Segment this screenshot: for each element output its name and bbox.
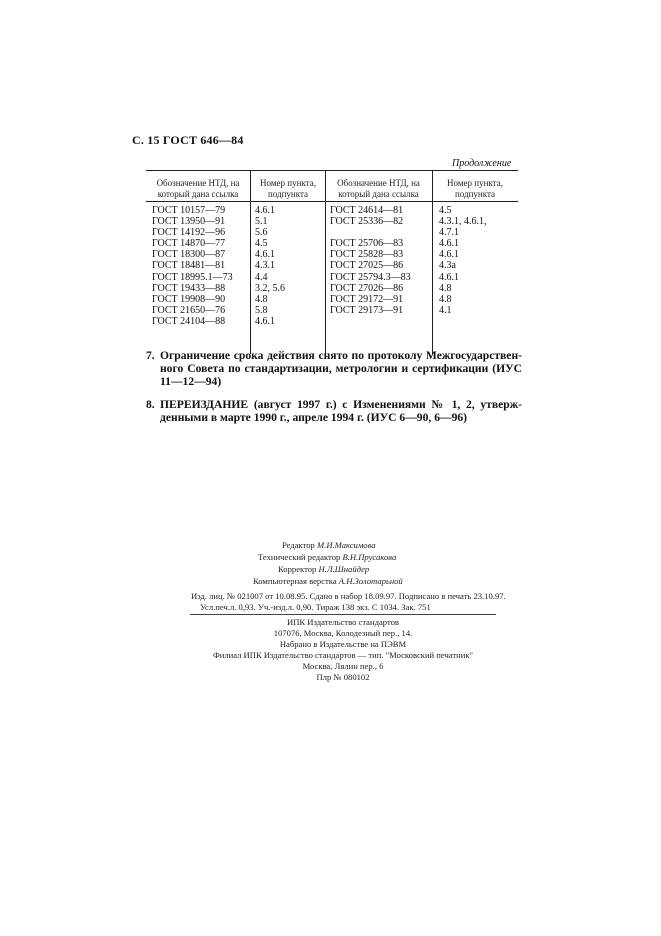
table-cell: ГОСТ 14870—77 [152, 238, 226, 250]
imprint-person: А.Н.Золотарьной [338, 576, 403, 586]
table-cell: ГОСТ 25706—83 [330, 238, 404, 250]
imprint-editor [282, 540, 376, 550]
imprint-label: Корректор [278, 564, 317, 574]
table-cell: 4.6.1 [439, 271, 459, 283]
imprint-label: Компьютерная верстка [253, 576, 337, 586]
imprint-plr: Плр № 080102 [316, 672, 370, 682]
reference-table [146, 170, 518, 354]
table-cell: 4.3а [439, 260, 456, 272]
table-cell: 4.6.1 [255, 315, 275, 327]
imprint-corrector [278, 564, 369, 574]
imprint-label: Технический редактор [258, 552, 341, 562]
col-header-line: который дана ссылка [338, 189, 419, 199]
col-header-line: Номер пункта, [260, 178, 316, 188]
col-item-left [255, 205, 285, 327]
table-cell: 4.6.1 [439, 249, 459, 261]
col-header-line: который дана ссылка [157, 189, 239, 199]
table-cell: ГОСТ 25828—83 [330, 249, 404, 261]
table-cell: 4.1 [439, 304, 452, 316]
col-header-line: Обозначение НТД, на [337, 178, 420, 188]
table-cell: ГОСТ 25794.3—83 [330, 271, 411, 283]
col-header-line: Обозначение НТД, на [156, 178, 240, 188]
table-cell: 4.6.1 [255, 249, 275, 261]
table-cell: ГОСТ 27026—86 [330, 282, 404, 294]
col-header-doc-left [146, 178, 250, 200]
table-cell: 4.7.1 [439, 227, 459, 239]
imprint-address: 107076, Москва, Колодезный пер., 14. [273, 628, 413, 638]
table-cell: ГОСТ 19433—88 [152, 282, 226, 294]
imprint-line2: Усл.печ.л. 0,93. Уч.-изд.л. 0,90. Тираж 138 экз. С 1034. Зак. 751 [200, 602, 431, 612]
imprint-layout [253, 576, 403, 586]
table-cell: 4.3.1 [255, 260, 275, 272]
imprint-line1: Изд. лиц. № 021007 от 10.08.95. Сдано в набор 18.09.97. Подписано в печать 23.10.97. [191, 591, 506, 601]
table-cell: 5.8 [255, 304, 268, 316]
imprint-person: В.Н.Прусакова [342, 552, 397, 562]
col-header-item-right [432, 178, 518, 200]
table-cell: 4.8 [439, 293, 452, 305]
page-header: С. 15 ГОСТ 646—84 [132, 133, 244, 147]
col-header-line: Номер пункта, [447, 178, 503, 188]
table-cell: ГОСТ 10157—79 [152, 205, 226, 216]
table-cell: ГОСТ 18300—87 [152, 249, 226, 261]
table-cell: ГОСТ 14192—96 [152, 227, 226, 239]
col-header-line: подпункта [267, 189, 309, 199]
note-7 [146, 349, 522, 388]
table-cell: 4.4 [255, 271, 268, 283]
table-cell: 3.2, 5.6 [255, 282, 285, 294]
table-cell: ГОСТ 24614—81 [330, 205, 404, 216]
imprint-branch: Филиал ИПК Издательство стандартов — тип. "Московский печатник" [212, 650, 474, 660]
table-cell [330, 227, 411, 238]
table-cell: 4.8 [255, 293, 268, 305]
imprint-label: Редактор [282, 540, 315, 550]
table-cell: ГОСТ 13950—91 [152, 216, 226, 228]
table-cell: 4.6.1 [255, 205, 275, 216]
imprint-person: Н.Л.Шнайдер [318, 564, 370, 574]
imprint-tech-editor [258, 552, 396, 562]
table-cell: ГОСТ 21650—76 [152, 304, 226, 316]
table-cell: 4.3.1, 4.6.1, [439, 216, 487, 228]
note-number: 8. [146, 398, 155, 411]
imprint-typeset: Набрано в Издательстве на ПЭВМ [279, 639, 407, 649]
table-cell: ГОСТ 18481—81 [152, 260, 226, 272]
table-header-rule [146, 201, 518, 202]
col-doc-left [152, 205, 233, 327]
imprint-rule [190, 614, 496, 615]
table-cell: 4.6.1 [439, 238, 459, 250]
table-cell: ГОСТ 18995.1—73 [152, 271, 233, 283]
col-header-doc-right [325, 178, 432, 200]
table-cell: ГОСТ 27025—86 [330, 260, 404, 272]
table-cell: ГОСТ 29172—91 [330, 293, 404, 305]
col-item-right [439, 205, 487, 316]
col-doc-right [330, 205, 411, 316]
col-header-line: подпункта [454, 189, 496, 199]
table-cell: ГОСТ 25336—82 [330, 216, 404, 228]
note-text: ПЕРЕИЗДАНИЕ (август 1997 г.) с Изменениями № 1, 2, утверж-денными в марте 1990 г., апреле 1994 г. (ИУС 6—90, 6—96) [160, 398, 522, 424]
continuation-label: Продолжение [452, 158, 512, 169]
table-cell: 4.5 [255, 238, 268, 250]
note-8 [146, 398, 522, 424]
imprint-publisher: ИПК Издательство стандартов [287, 617, 399, 627]
table-cell: ГОСТ 19908—90 [152, 293, 226, 305]
col-header-item-left [250, 178, 326, 200]
note-text: Ограничение срока действия снято по протоколу Межгосударствен-ного Совета по стандартизации, метрологии и сертификации (ИУС 11—12—94) [160, 349, 522, 388]
imprint-branch-address: Москва, Лялин пер., 6 [302, 661, 384, 671]
table-cell: 5.1 [255, 216, 268, 228]
note-number: 7. [146, 349, 155, 362]
table-cell: ГОСТ 24104—88 [152, 315, 226, 327]
table-cell: ГОСТ 29173—91 [330, 304, 404, 316]
table-cell: 4.5 [439, 205, 452, 216]
table-top-rule [146, 170, 518, 171]
table-cell: 5.6 [255, 227, 268, 239]
imprint-person: М.И.Максимова [317, 540, 376, 550]
table-cell: 4.8 [439, 282, 452, 294]
